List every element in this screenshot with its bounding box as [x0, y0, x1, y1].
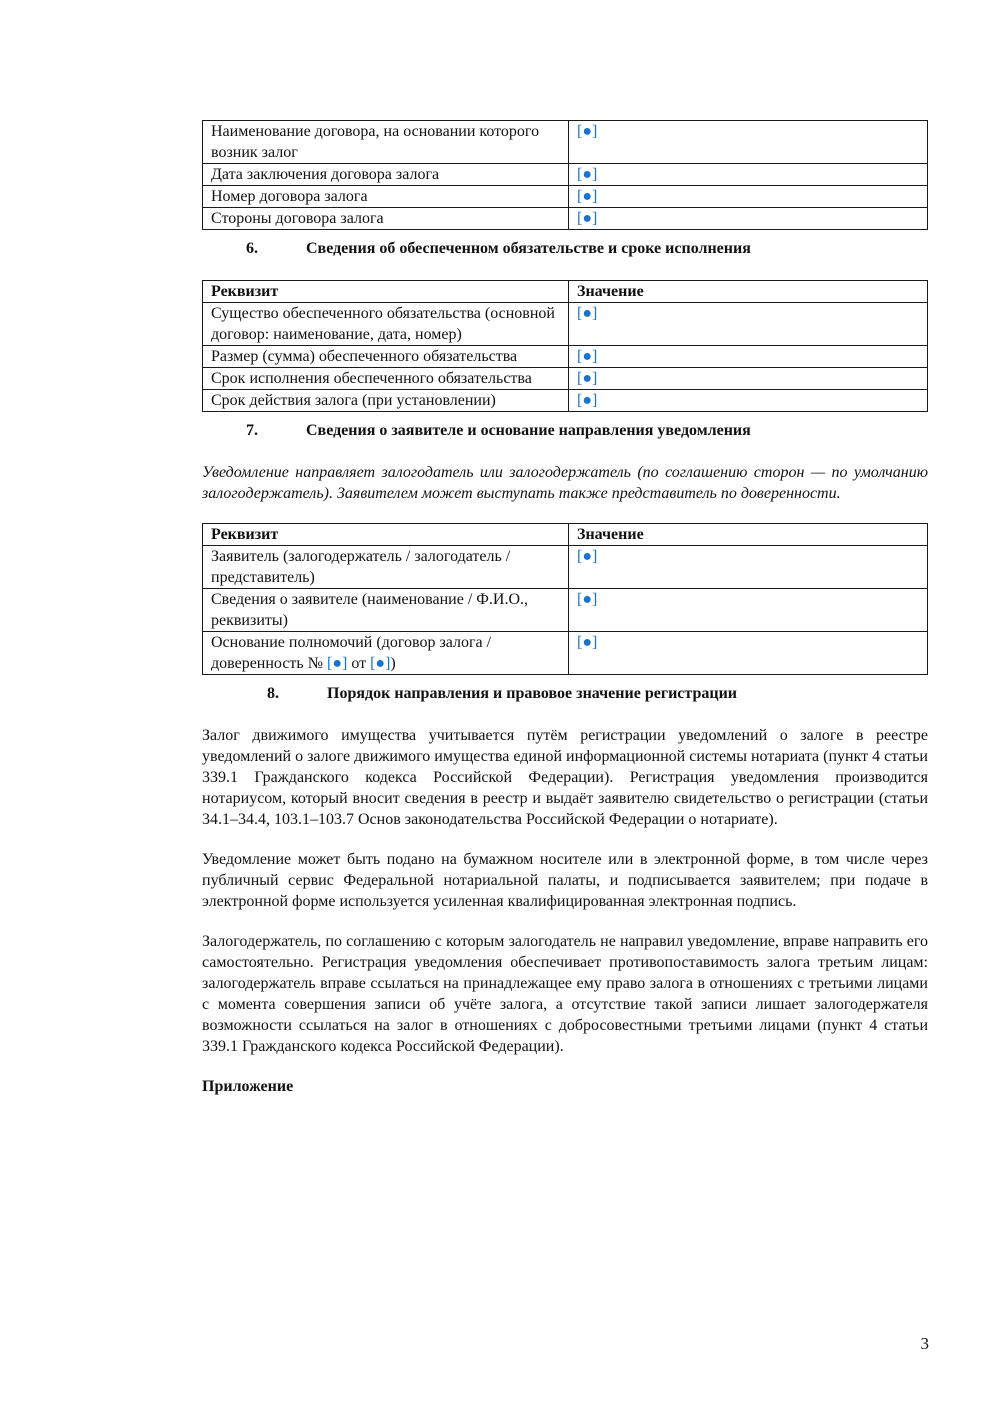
row-value: [●] — [569, 208, 928, 230]
pledge-agreement-table — [202, 120, 928, 230]
section-7-heading — [202, 420, 928, 442]
row-value: [●] — [569, 589, 928, 632]
table-header-row — [203, 281, 928, 303]
row-value: [●] — [569, 546, 928, 589]
page-number: 3 — [920, 1334, 929, 1353]
table-row — [203, 589, 928, 632]
row-label: Наименование договора, на основании которого возник залог — [203, 121, 569, 164]
section-8-heading — [202, 683, 928, 705]
table-row — [203, 303, 928, 346]
row-value: [●] — [569, 346, 928, 368]
table-row — [203, 164, 928, 186]
section-8-paragraph: Залогодержатель, по соглашению с которым залогодатель не направил уведомление, вправе направить его самостоятельно. Регистрация уведомления обеспечивает противопоставимость залога третьим лицам: залогодержатель вправе ссылаться на принадлежащее ему право залога в отношениях с третьими лицами с момента совершения записи об учёте залога, а отсутствие такой записи лишает залогодержателя возможности ссылаться на залог в отношениях с добросовестными третьими лицами (пункт 4 статьи 339.1 Гражданского кодекса Российской Федерации). — [202, 933, 928, 1055]
placeholder-number: [●] — [326, 655, 348, 672]
secured-obligation-table — [202, 280, 928, 412]
section-title: Сведения о заявителе и основание направления уведомления — [306, 422, 751, 439]
row-label — [203, 632, 569, 675]
column-header: Значение — [569, 281, 928, 303]
column-header: Значение — [569, 524, 928, 546]
row-label: Срок действия залога (при установлении) — [203, 390, 569, 412]
row-label: Существо обеспеченного обязательства (основной договор: наименование, дата, номер) — [203, 303, 569, 346]
table-row — [203, 186, 928, 208]
table-row — [203, 390, 928, 412]
table-row — [203, 632, 928, 675]
row-label: Дата заключения договора залога — [203, 164, 569, 186]
table-row — [203, 368, 928, 390]
document-page — [202, 120, 928, 1097]
section-6-heading — [202, 238, 928, 260]
section-number: 6. — [246, 240, 258, 257]
table-row — [203, 346, 928, 368]
row-value: [●] — [569, 121, 928, 164]
table-row — [203, 546, 928, 589]
section-title: Порядок направления и правовое значение регистрации — [327, 685, 738, 702]
placeholder-date: [●] — [370, 655, 391, 672]
section-number: 8. — [267, 685, 279, 702]
applicant-table — [202, 523, 928, 675]
row-value: [●] — [569, 632, 928, 675]
column-header: Реквизит — [203, 524, 569, 546]
row-value: [●] — [569, 303, 928, 346]
row-value: [●] — [569, 164, 928, 186]
section-8-paragraph: Уведомление может быть подано на бумажном носителе или в электронной форме, в том числе через публичный сервис Федеральной нотариальной палаты, и подписывается заявителем; при подаче в электронной форме используется усиленная квалифицированная электронная подпись. — [202, 851, 928, 910]
row-label: Стороны договора залога — [203, 208, 569, 230]
row-value: [●] — [569, 390, 928, 412]
row-value: [●] — [569, 368, 928, 390]
row-label: Сведения о заявителе (наименование / Ф.И.О., реквизиты) — [203, 589, 569, 632]
row-label: Размер (сумма) обеспеченного обязательства — [203, 346, 569, 368]
column-header: Реквизит — [203, 281, 569, 303]
table-row — [203, 121, 928, 164]
label-mid: от — [347, 655, 371, 672]
label-prefix: Основание полномочий (договор залога / доверенность № — [211, 634, 492, 672]
section-8-paragraph: Залог движимого имущества учитывается путём регистрации уведомлений о залоге в реестре уведомлений о залоге движимого имущества единой информационной системы нотариата (пункт 4 статьи 339.1 Гражданского кодекса Российской Федерации). Регистрация уведомления производится нотариусом, который вносит сведения в реестр и выдаёт заявителю свидетельство о регистрации (статьи 34.1–34.4, 103.1–103.7 Основ законодательства Российской Федерации о нотариате). — [202, 727, 928, 828]
row-label: Номер договора залога — [203, 186, 569, 208]
appendix-title: Приложение — [202, 1078, 294, 1095]
section-number: 7. — [246, 422, 258, 439]
row-value: [●] — [569, 186, 928, 208]
row-label: Заявитель (залогодержатель / залогодатель / представитель) — [203, 546, 569, 589]
section-title: Сведения об обеспеченном обязательстве и сроке исполнения — [306, 240, 751, 257]
row-label: Срок исполнения обеспеченного обязательства — [203, 368, 569, 390]
table-header-row — [203, 524, 928, 546]
label-suffix: ) — [390, 655, 396, 672]
table-row — [203, 208, 928, 230]
section-7-note: Уведомление направляет залогодатель или залогодержатель (по соглашению сторон — по умолчанию залогодержатель). Заявителем может выступать также представитель по доверенности. — [202, 464, 928, 502]
